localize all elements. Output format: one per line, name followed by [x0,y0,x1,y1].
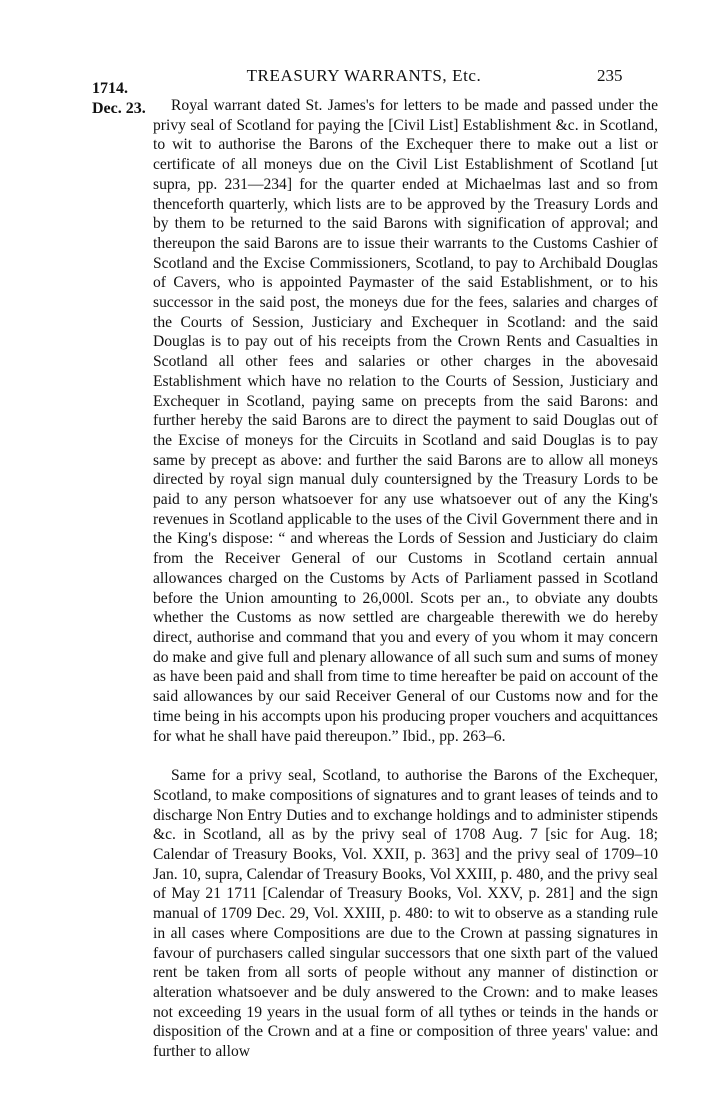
margin-year: 1714. [92,80,128,97]
running-header [0,66,728,97]
body-text [153,96,658,1062]
page-number: 235 [597,66,623,85]
paragraph-royal-warrant: Royal warrant dated St. James's for letters to be made and passed under the privy seal of Scotland for paying the [Civil List] Establishment &c. in Scotland, to wit to authorise the Barons of the Exchequer there to make out a list or certificate of all moneys due on the Civil List Establishment of Scotland [ut supra, pp. 231—234] for the quarter ended at Michaelmas last and so from thenceforth quarterly, which lists are to be approved by the Treasury Lords and by them to be returned to the said Barons with signification of approval; and thereupon the said Barons are to issue their warrants to the Customs Cashier of Scotland and the Excise Commissioners, Scotland, to pay to Archibald Douglas of Cavers, who is appointed Paymaster of the said Establishment, or to his successor in the said post, the moneys due for the fees, salaries and charges of the Courts of Session, Justiciary and Exchequer in Scotland: and the said Douglas is to pay out of his receipts from the Crown Rents and Casualties in Scotland all other fees and salaries or other charges in the abovesaid Establishment which have no relation to the Courts of Session, Justiciary and Exchequer in Scotland, paying same on precepts from the said Barons: and further hereby the said Barons are to direct the payment to said Douglas out of the Excise of moneys for the Circuits in Scotland and said Douglas is to pay same by precept as above: and further the said Barons are to allow all moneys directed by royal sign manual duly countersigned by the Treasury Lords to be paid to any person whatsoever for any use whatsoever out of any the King's revenues in Scotland applicable to the uses of the Civil Government there and in the King's dispose: “ and whereas the Lords of Session and Justiciary do claim from the Receiver General of our Customs in Scotland certain annual allowances charged on the Customs by Acts of Parliament passed in Scotland before the Union amounting to 26,000l. Scots per an., to obviate any doubts whether the Customs as now settled are chargeable therewith we do hereby direct, authorise and command that you and every of you whom it may concern do make and give full and plenary allowance of all such sum and sums of money as have been paid and shall from time to time hereafter be paid on account of the said allowances by our said Receiver General of our Customs now and for the time being in his accompts upon his producing proper vouchers and acquittances for what he shall have paid thereupon.” Ibid., pp. 263–6. [153,97,658,745]
running-title: TREASURY WARRANTS, Etc. [246,66,482,85]
paragraph-privy-seal: Same for a privy seal, Scotland, to authorise the Barons of the Exchequer, Scotland, to make compositions of signatures and to grant leases of teinds and to discharge Non Entry Duties and to exchange holdings and to administer stipends &c. in Scotland, all as by the privy seal of 1708 Aug. 7 [sic for Aug. 18; Calendar of Treasury Books, Vol. XXII, p. 363] and the privy seal of 1709–10 Jan. 10, supra, Calendar of Treasury Books, Vol XXIII, p. 480, and the privy seal of May 21 1711 [Calendar of Treasury Books, Vol. XXV, p. 281] and the sign manual of 1709 Dec. 29, Vol. XXIII, p. 480: to wit to observe as a standing rule in all cases where Compositions are due to the Crown at passing signatures in favour of purchasers called singular successors that one sixth part of the valued rent be taken from all sorts of people without any manner of distinction or alteration whatsoever and be duly answered to the Crown: and to make leases not exceeding 19 years in the usual form of all tythes or teinds in the hands or disposition of the Crown and at a fine or composition of three years' value: and further to allow [153,767,658,1061]
margin-date: Dec. 23. [92,100,146,117]
